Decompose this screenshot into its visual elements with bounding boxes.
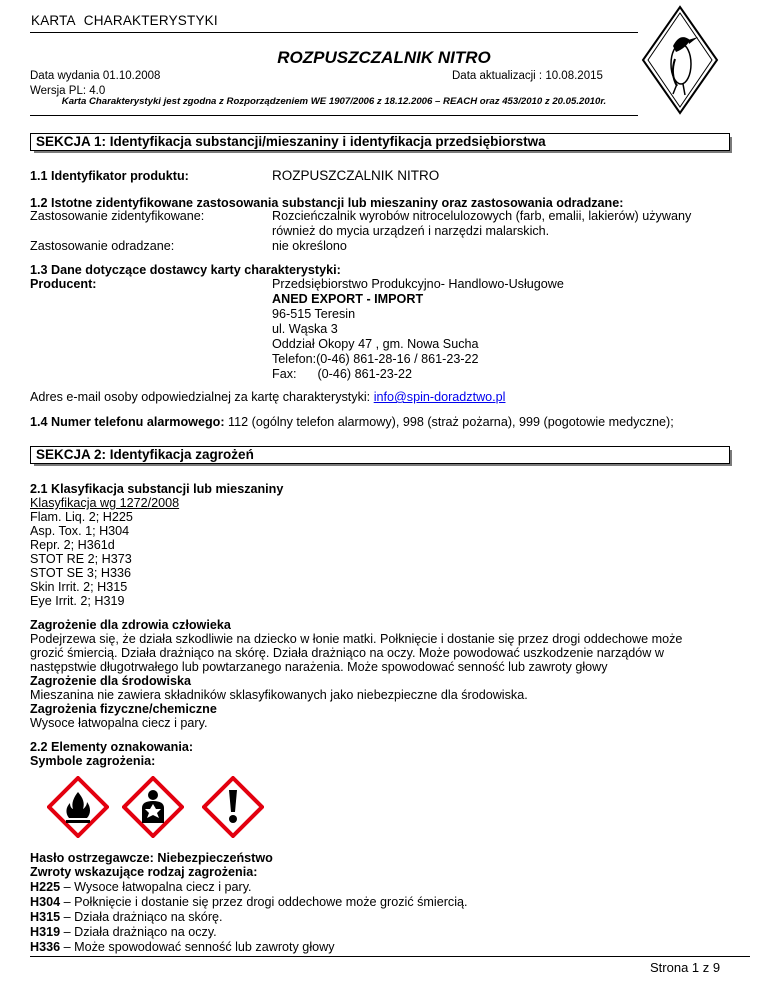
env-text: Mieszanina nie zawiera składników sklasyfikowanych jako niebezpieczne dla środowiska.: [30, 688, 528, 702]
identifier-value: ROZPUSZCZALNIK NITRO: [272, 168, 440, 183]
section-2-header: SEKCJA 2: Identyfikacja zagrożeń: [30, 446, 730, 464]
class-item: STOT RE 2; H373: [30, 552, 132, 566]
class-item: Eye Irrit. 2; H319: [30, 594, 125, 608]
identifier-label: 1.1 Identyfikator produktu:: [30, 169, 189, 183]
phys-heading: Zagrożenia fizyczne/chemiczne: [30, 702, 217, 716]
header-divider: [30, 32, 638, 33]
h-statement: H336 – Może spowodować senność lub zawroty głowy: [30, 940, 335, 954]
product-title: ROZPUSZCZALNIK NITRO: [277, 48, 491, 67]
health-text: grozić śmiercią. Działa drażniąco na skórę. Działa drażniąco na oczy. Może powodować uszkodzenie narządów w: [30, 646, 664, 660]
class-item: Skin Irrit. 2; H315: [30, 580, 128, 594]
uses-heading: 1.2 Istotne zidentyfikowane zastosowania substancji lub mieszaniny oraz zastosowania odradzane:: [30, 196, 624, 210]
discouraged-use-label: Zastosowanie odradzane:: [30, 239, 175, 253]
regulation-note: Karta Charakterystyki jest zgodna z Rozporządzeniem WE 1907/2006 z 18.12.2006 – REACH oraz 453/2010 z 20.05.2010r.: [61, 96, 607, 107]
producer-line: Telefon:(0-46) 861-28-16 / 861-23-22: [272, 352, 479, 366]
section-1-header: SEKCJA 1: Identyfikacja substancji/mieszaniny i identyfikacja przedsiębiorstwa: [30, 133, 730, 151]
email-line: Adres e-mail osoby odpowiedzialnej za kartę charakterystyki: info@spin-doradztwo.pl: [30, 390, 506, 404]
classification-subheading: Klasyfikacja wg 1272/2008: [30, 496, 180, 510]
issue-date: Data wydania 01.10.2008: [30, 70, 161, 82]
symbols-heading: Symbole zagrożenia:: [30, 754, 156, 768]
labelling-heading: 2.2 Elementy oznakowania:: [30, 740, 194, 754]
company-logo: [640, 4, 720, 116]
h-statement: H319 – Działa drażniąco na oczy.: [30, 925, 217, 939]
document-type: KARTA CHARAKTERYSTYKI: [31, 13, 218, 28]
health-heading: Zagrożenie dla zdrowia człowieka: [30, 618, 231, 632]
health-hazard-icon: [122, 776, 184, 838]
health-text: Podejrzewa się, że działa szkodliwie na dziecko w łonie matki. Połknięcie i dostanie się przez drogi oddechowe może: [30, 632, 683, 646]
class-item: Asp. Tox. 1; H304: [30, 524, 130, 538]
h-statement: H304 – Połknięcie i dostanie się przez drogi oddechowe może grozić śmiercią.: [30, 895, 468, 909]
email-link[interactable]: info@spin-doradztwo.pl: [373, 390, 506, 404]
page-number: Strona 1 z 9: [650, 960, 721, 975]
classification-heading: 2.1 Klasyfikacja substancji lub mieszaniny: [30, 482, 284, 496]
version: Wersja PL: 4.0: [30, 85, 106, 97]
health-text: następstwie długotrwałego lub powtarzanego narażenia. Może spowodować senność lub zawroty głowy: [30, 660, 608, 674]
producer-line: Przedsiębiorstwo Produkcyjno- Handlowo-Usługowe: [272, 277, 564, 291]
header-divider-bottom: [30, 115, 638, 116]
class-item: Repr. 2; H361d: [30, 538, 115, 552]
phys-text: Wysoce łatwopalna ciecz i pary.: [30, 716, 208, 730]
update-date: Data aktualizacji : 10.08.2015: [452, 70, 603, 82]
producer-line: Oddział Okopy 47 , gm. Nowa Sucha: [272, 337, 479, 351]
identified-use-value-cont: również do mycia urządzeń i narzędzi malarskich.: [272, 224, 550, 238]
footer-divider: [30, 956, 750, 957]
producer-line: Fax: (0-46) 861-23-22: [272, 367, 412, 381]
env-heading: Zagrożenie dla środowiska: [30, 674, 191, 688]
producer-line: ul. Wąska 3: [272, 322, 338, 336]
class-item: Flam. Liq. 2; H225: [30, 510, 133, 524]
flame-icon: [47, 776, 109, 838]
class-item: STOT SE 3; H336: [30, 566, 132, 580]
h-statement: H315 – Działa drażniąco na skórę.: [30, 910, 223, 924]
producer-line: ANED EXPORT - IMPORT: [272, 292, 424, 306]
discouraged-use-value: nie określono: [272, 239, 347, 253]
exclamation-icon: [202, 776, 264, 838]
identified-use-label: Zastosowanie zidentyfikowane:: [30, 209, 205, 223]
identified-use-value: Rozcieńczalnik wyrobów nitrocelulozowych (farb, emalii, lakierów) używany: [272, 209, 692, 223]
producer-label: Producent:: [30, 277, 97, 291]
emergency-line: 1.4 Numer telefonu alarmowego: 112 (ogólny telefon alarmowy), 998 (straż pożarna), 999 (pogotowie medyczne);: [30, 415, 674, 429]
h-statement: H225 – Wysoce łatwopalna ciecz i pary.: [30, 880, 252, 894]
producer-line: 96-515 Teresin: [272, 307, 356, 321]
signal-word: Hasło ostrzegawcze: Niebezpieczeństwo: [30, 851, 273, 865]
h-heading: Zwroty wskazujące rodzaj zagrożenia:: [30, 865, 258, 879]
supplier-heading: 1.3 Dane dotyczące dostawcy karty charakterystyki:: [30, 263, 341, 277]
